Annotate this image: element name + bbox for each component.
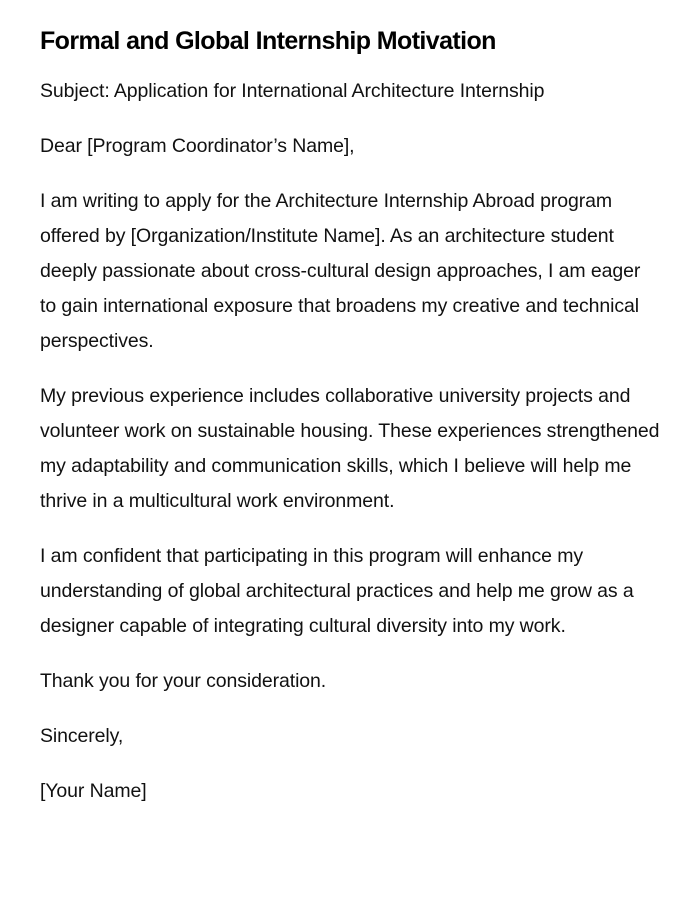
closing: Sincerely, — [40, 725, 124, 747]
subject-line: Subject: Application for International Architecture Internship — [40, 80, 545, 102]
body-paragraph: I am writing to apply for the Architecture Internship Abroad program offered by [Organization/Institute Name]. As an architecture student deeply passionate about cross-cultural design approaches, I am eager to gain international exposure that broadens my creative and technical perspectives. — [40, 190, 641, 352]
thanks-line: Thank you for your consideration. — [40, 670, 327, 692]
salutation: Dear [Program Coordinator’s Name], — [40, 135, 355, 157]
signature: [Your Name] — [40, 780, 147, 802]
body-paragraph: My previous experience includes collaborative university projects and volunteer work on sustainable housing. These experiences strengthened my adaptability and communication skills, which I believe will help me thrive in a multicultural work environment. — [40, 385, 660, 512]
document-title: Formal and Global Internship Motivation — [40, 27, 496, 55]
body-paragraph: I am confident that participating in this program will enhance my understanding of global architectural practices and help me grow as a designer capable of integrating cultural diversity into my work. — [40, 545, 634, 637]
